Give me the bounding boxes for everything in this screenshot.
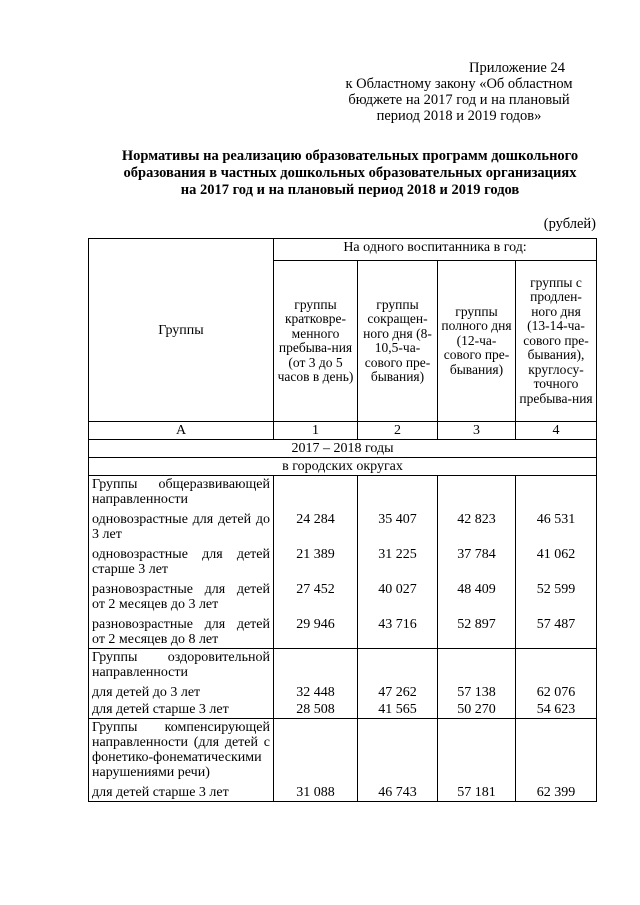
index-cell: 2	[358, 422, 438, 440]
table-row	[89, 476, 597, 509]
value-cell: 46 743	[358, 781, 438, 802]
section-heading: Группы общеразвивающей направленности	[89, 476, 274, 509]
index-row	[89, 422, 597, 440]
appendix-line-1: к Областному закону «Об областном	[345, 76, 573, 92]
period-label: 2017 – 2018 годы	[89, 440, 597, 458]
region-label: в городских округах	[89, 458, 597, 476]
row-label: одновозрастные для детей до 3 лет	[89, 508, 274, 543]
appendix-line-2: бюджете на 2017 год и на плановый	[348, 92, 570, 108]
value-cell: 41 062	[516, 543, 597, 578]
value-cell: 52 897	[438, 613, 516, 649]
title-line-3: на 2017 год и на плановый период 2018 и 2019 годов	[180, 182, 520, 198]
value-cell: 46 531	[516, 508, 597, 543]
value-cell: 50 270	[438, 701, 516, 719]
col-header-groups: Группы	[89, 239, 274, 422]
title-line-1: Нормативы на реализацию образовательных программ дошкольного	[121, 148, 579, 164]
value-cell: 27 452	[274, 578, 358, 613]
value-cell: 47 262	[358, 681, 438, 701]
table-row	[89, 508, 597, 543]
title-line-2: образования в частных дошкольных образовательных организациях	[123, 165, 577, 181]
table-row	[89, 719, 597, 782]
col-header-short-stay: группы кратковре-менного пребыва-ния (от 3 до 5 часов в день)	[274, 261, 358, 422]
index-cell: 1	[274, 422, 358, 440]
value-cell: 48 409	[438, 578, 516, 613]
unit-label: (рублей)	[543, 216, 596, 232]
row-label: разновозрастные для детей от 2 месяцев до 8 лет	[89, 613, 274, 649]
table-row	[89, 649, 597, 682]
table-row	[89, 613, 597, 649]
col-header-extended-day: группы с продлен-ного дня (13-14-ча-сового пре-бывания), круглосу-точного пребыва-ния	[516, 261, 597, 422]
index-cell: А	[89, 422, 274, 440]
section-heading: Группы компенсирующей направленности (для детей с фонетико-фонематическими нарушениями речи)	[89, 719, 274, 782]
section-heading: Группы оздоровительной направленности	[89, 649, 274, 682]
row-label: для детей старше 3 лет	[89, 701, 274, 719]
row-label: одновозрастные для детей старше 3 лет	[89, 543, 274, 578]
index-cell: 3	[438, 422, 516, 440]
value-cell: 28 508	[274, 701, 358, 719]
table-row	[89, 578, 597, 613]
col-header-per-child: На одного воспитанника в год:	[274, 239, 597, 261]
table-row	[89, 781, 597, 802]
value-cell: 32 448	[274, 681, 358, 701]
region-row	[89, 458, 597, 476]
value-cell: 42 823	[438, 508, 516, 543]
appendix-line-3: период 2018 и 2019 годов»	[376, 108, 542, 124]
row-label: для детей до 3 лет	[89, 681, 274, 701]
value-cell: 62 399	[516, 781, 597, 802]
period-row	[89, 440, 597, 458]
value-cell: 24 284	[274, 508, 358, 543]
index-cell: 4	[516, 422, 597, 440]
value-cell: 57 181	[438, 781, 516, 802]
value-cell: 21 389	[274, 543, 358, 578]
col-header-full-day: группы полного дня (12-ча-сового пре-бывания)	[438, 261, 516, 422]
value-cell: 54 623	[516, 701, 597, 719]
value-cell: 52 599	[516, 578, 597, 613]
value-cell: 31 225	[358, 543, 438, 578]
header-row-1	[89, 239, 597, 261]
table-row	[89, 681, 597, 701]
row-label: для детей старше 3 лет	[89, 781, 274, 802]
appendix-block	[300, 60, 618, 124]
value-cell: 35 407	[358, 508, 438, 543]
appendix-number: Приложение 24	[469, 60, 565, 76]
value-cell: 40 027	[358, 578, 438, 613]
col-header-reduced-day: группы сокращен-ного дня (8-10,5-ча-сового пре-бывания)	[358, 261, 438, 422]
value-cell: 62 076	[516, 681, 597, 701]
document-title	[60, 148, 640, 199]
norms-table	[88, 238, 597, 802]
value-cell: 43 716	[358, 613, 438, 649]
value-cell: 57 487	[516, 613, 597, 649]
value-cell: 41 565	[358, 701, 438, 719]
row-label: разновозрастные для детей от 2 месяцев до 3 лет	[89, 578, 274, 613]
table-row	[89, 701, 597, 719]
value-cell: 37 784	[438, 543, 516, 578]
table-row	[89, 543, 597, 578]
value-cell: 57 138	[438, 681, 516, 701]
value-cell: 29 946	[274, 613, 358, 649]
value-cell: 31 088	[274, 781, 358, 802]
